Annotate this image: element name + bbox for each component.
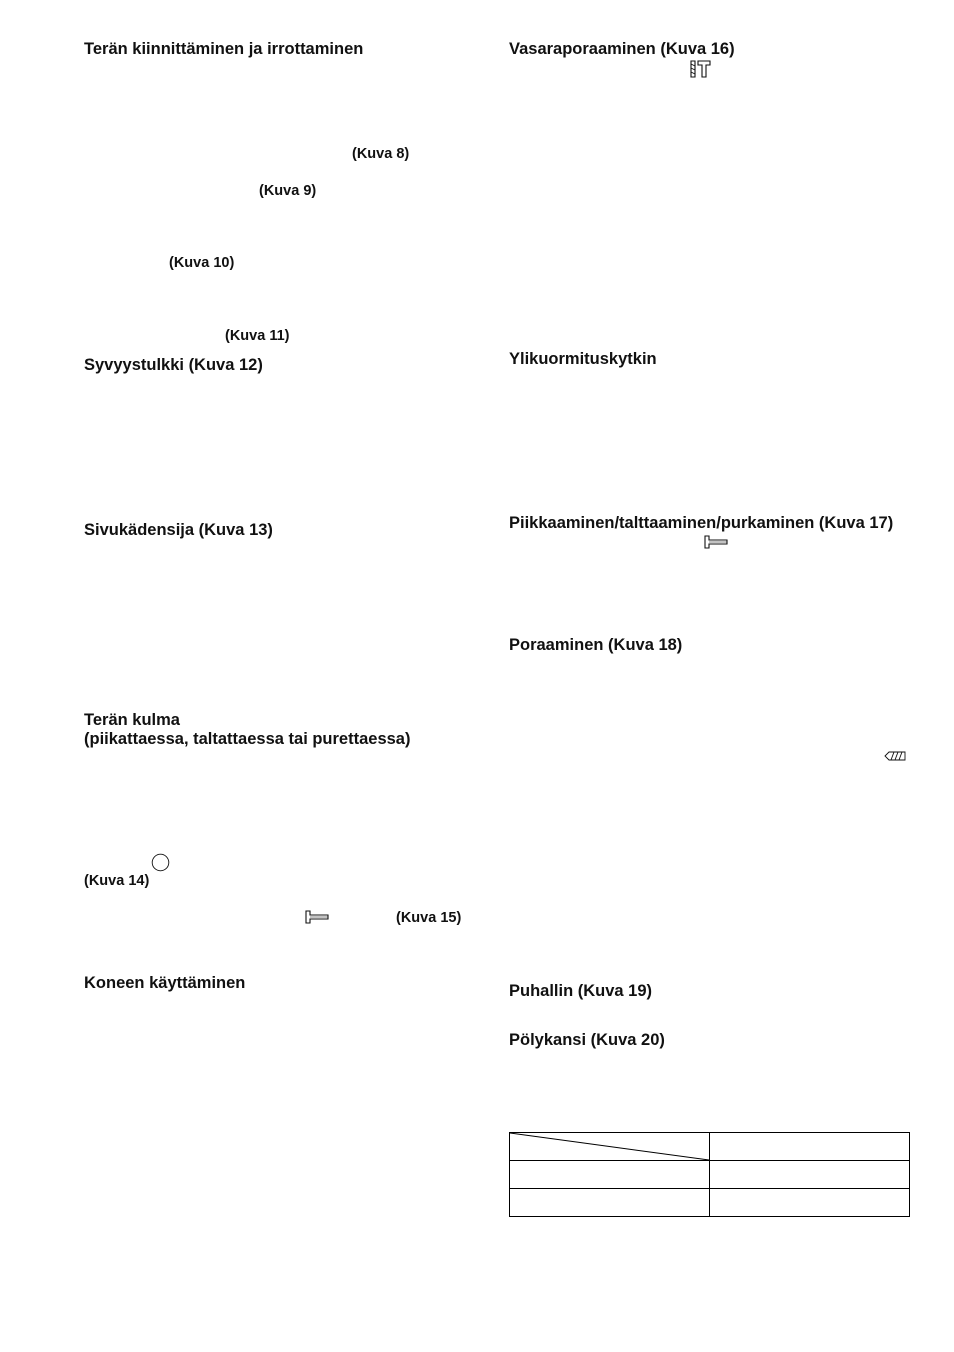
heading-operation: Koneen käyttäminen — [84, 974, 246, 992]
heading-depth-gauge: Syvyystulkki (Kuva 12) — [84, 356, 263, 374]
heading-dust-cup: Pölykansi (Kuva 20) — [509, 1031, 665, 1049]
table-cell — [710, 1161, 910, 1189]
heading-chipping: Piikkaaminen/talttaaminen/purkaminen (Kuva 17) — [509, 514, 894, 532]
heading-drilling: Poraaminen (Kuva 18) — [509, 636, 683, 654]
heading-overload-clutch: Ylikuormituskytkin — [509, 350, 657, 368]
table-row — [510, 1133, 910, 1161]
table-row — [510, 1161, 910, 1189]
diagonal-line — [510, 1133, 709, 1160]
heading-bit-angle-line1: Terän kulma — [84, 711, 180, 729]
table-cell — [710, 1133, 910, 1161]
ref-kuva-14: (Kuva 14) — [84, 873, 150, 889]
heading-hammer-drilling: Vasaraporaaminen (Kuva 16) — [509, 40, 735, 58]
table-header-diagonal-cell — [510, 1133, 710, 1161]
hammer-icon — [304, 909, 330, 925]
heading-bit-install: Terän kiinnittäminen ja irrottaminen — [84, 40, 364, 58]
ref-kuva-8: (Kuva 8) — [352, 146, 410, 162]
heading-bit-angle-line2: (piikattaessa, taltattaessa tai purettaessa) — [84, 730, 411, 748]
heading-side-grip: Sivukädensija (Kuva 13) — [84, 521, 273, 539]
heading-blow-out: Puhallin (Kuva 19) — [509, 982, 653, 1000]
table-cell — [710, 1189, 910, 1217]
drill-hammer-icon — [688, 59, 712, 79]
circle-icon — [151, 853, 170, 872]
spec-table — [509, 1132, 910, 1217]
drill-bit-icon — [884, 751, 906, 761]
table-cell — [510, 1189, 710, 1217]
ref-kuva-10: (Kuva 10) — [169, 255, 235, 271]
hammer-icon — [703, 534, 729, 550]
table-row — [510, 1189, 910, 1217]
table-cell — [510, 1161, 710, 1189]
ref-kuva-15: (Kuva 15) — [396, 910, 462, 926]
ref-kuva-11: (Kuva 11) — [225, 328, 290, 344]
ref-kuva-9: (Kuva 9) — [259, 183, 317, 199]
